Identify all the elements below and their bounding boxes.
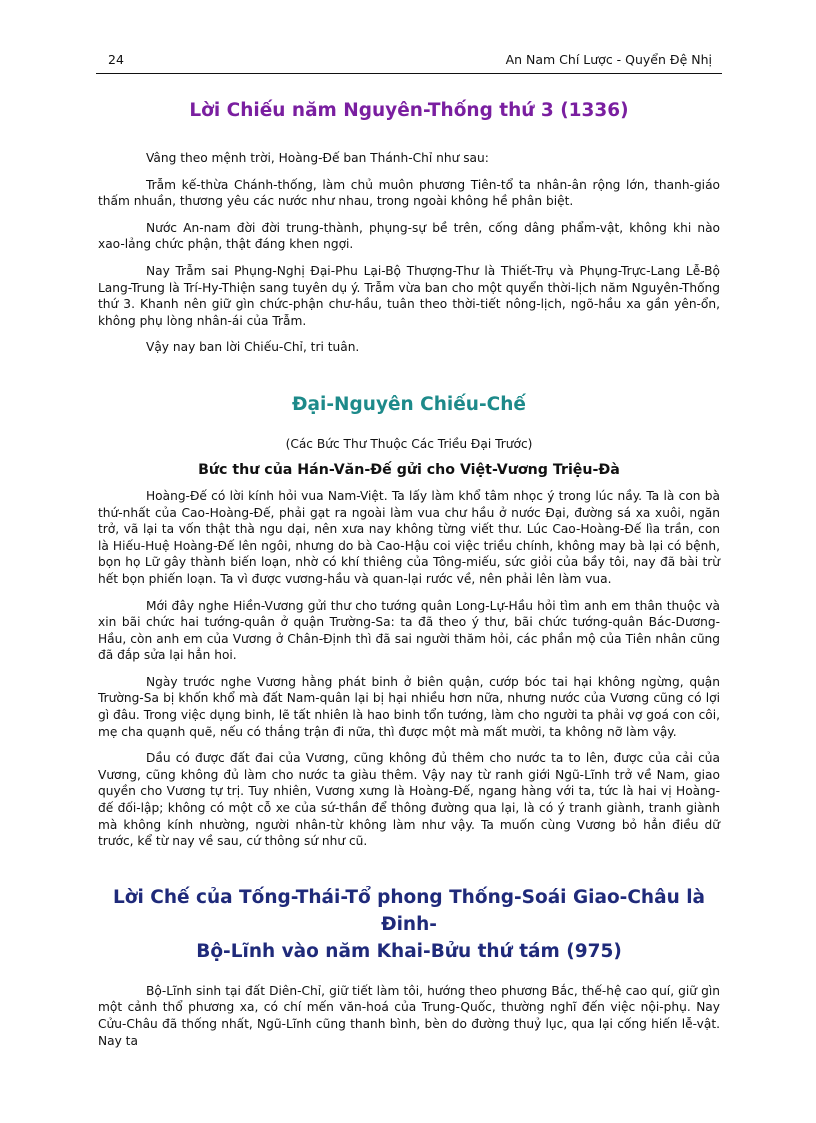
- paragraph: Bộ-Lĩnh sinh tại đất Diên-Chỉ, giữ tiết làm tôi, hướng theo phương Bắc, thế-hệ cao quí, giữ gìn một cảnh thổ phương xa, có chí mến văn-hoá của Trung-Quốc, thường nghĩ đến việc nội-phụ. Nay Cửu-Châu đã thống nhất, Ngũ-Lĩnh cũng thanh bình, bèn do đường thuỷ lục, qua lại cống hiến lễ-vật. Nay ta: [98, 983, 720, 1048]
- page-header: [96, 52, 722, 72]
- title-line: Lời Chế của Tống-Thái-Tổ phong Thống-Soái Giao-Châu là Đinh-: [112, 886, 706, 935]
- section-subtitle: (Các Bức Thư Thuộc Các Triều Đại Trước): [285, 436, 533, 451]
- header-rule: [96, 73, 722, 74]
- paragraph: Nước An-nam đời đời trung-thành, phụng-sự bề trên, cống dâng phẩm-vật, không khi nào xao-lảng chức phận, thật đáng khen ngợi.: [98, 220, 720, 252]
- section-title-dai-nguyen: Đại-Nguyên Chiếu-Chế: [292, 393, 526, 415]
- paragraph: Dầu có được đất đai của Vương, cũng không đủ thêm cho nước ta to lên, được của cải của Vương, cũng không đủ làm cho nước ta giàu thêm. Vậy nay từ ranh giới Ngũ-Lĩnh trở về Nam, giao quyền cho Vương tự trị. Tuy nhiên, Vương xưng là Hoàng-Đế, ngang hàng với ta, tức là hai vị Hoàng-đế đối-lập; không có một cỗ xe của sứ-thần để thông đường qua lại, là có ý tranh giành, tranh giành mà không kính nhường, người nhân-từ không làm như vậy. Ta muốn cùng Vương bỏ hẳn điều dữ trước, kể từ nay về sau, cứ thông sứ như cũ.: [98, 751, 720, 849]
- paragraph: Nay Trẫm sai Phụng-Nghị Đại-Phu Lại-Bộ Thượng-Thư là Thiết-Trụ và Phụng-Trực-Lang Lễ-Bộ Lang-Trung là Trí-Hy-Thiện sang tuyên dụ ý. Trẫm vừa ban cho một quyển thời-lịch năm Nguyên-Thống thứ 3. Khanh nên giữ gìn chức-phận chư-hầu, tuân theo thời-tiết nông-lịch, ngõ-hầu xa gần yên-ổn, không phụ lòng nhân-ái của Trẫm.: [98, 263, 720, 328]
- paragraph: Ngày trước nghe Vương hằng phát binh ở biên quận, cướp bóc tai hại không ngừng, quận Trường-Sa bị khốn khổ mà đất Nam-quân lại bị hại nhiều hơn nữa, nhưng nước của Vương cũng có lợi gì đâu. Trong việc dụng binh, lẽ tất nhiên là hao binh tổn tướng, làm cho người ta phải vợ goá con côi, mẹ cha quạnh quẽ, nếu có thắng trận đi nữa, thì được một mà mất mười, ta không nỡ làm vậy.: [98, 674, 720, 739]
- section-title-tong-thai-to: [98, 884, 720, 965]
- paragraph: Trẫm kế-thừa Chánh-thống, làm chủ muôn phương Tiên-tổ ta nhân-ân rộng lớn, thanh-giáo thấm nhuần, thương yêu các nước như nhau, trong ngoài không hề phân biệt.: [98, 177, 720, 209]
- letter-heading: Bức thư của Hán-Văn-Đế gửi cho Việt-Vương Triệu-Đà: [198, 461, 620, 478]
- page-number: 24: [108, 52, 124, 67]
- paragraph: Vâng theo mệnh trời, Hoàng-Đế ban Thánh-Chỉ như sau:: [146, 151, 489, 165]
- page-content: [98, 98, 720, 1049]
- running-title: An Nam Chí Lược - Quyển Đệ Nhị: [505, 52, 712, 67]
- paragraph: Vậy nay ban lời Chiếu-Chỉ, tri tuân.: [146, 340, 360, 355]
- paragraph: Hoàng-Đế có lời kính hỏi vua Nam-Việt. Ta lấy làm khổ tâm nhọc ý trong lúc nầy. Ta là con bà thứ-nhất của Cao-Hoàng-Đế, phải gạt ra ngoài làm vua chư hầu ở nước Đại, đường sá xa xuôi, ngăn trở, vã lại ta vốn thật thà ngu dại, nên xưa nay không từng viết thư. Lúc Cao-Hoàng-Đế lìa trần, con là Hiếu-Huệ Hoàng-Đế lên ngôi, nhưng do bà Cao-Hậu coi việc triều chính, không may bà lại có bệnh, bọn họ Lữ gây thành biến loạn, nhờ có khí thiêng của Tông-miếu, sức giỏi của bầy tôi, nay đã bài trừ hết bọn phiến loạn. Ta vì được vương-hầu và quan-lại rước về, nên phải lên làm vua.: [98, 488, 720, 586]
- section-title-chieu-nguyen-thong: Lời Chiếu năm Nguyên-Thống thứ 3 (1336): [189, 100, 629, 121]
- paragraph: Mới đây nghe Hiền-Vương gửi thư cho tướng quân Long-Lự-Hầu hỏi tìm anh em thân thuộc và xin bãi chức hai tướng-quân ở quận Trường-Sa: ta đã theo ý thư, bãi chức tướng-quân Bác-Dương-Hầu, còn anh em của Vương ở Chân-Định thì đã sai người thăm hỏi, các phần mộ của Tiên nhân cũng đã đắp sửa lại hẳn hoi.: [98, 598, 720, 663]
- title-line: Bộ-Lĩnh vào năm Khai-Bửu thứ tám (975): [196, 940, 622, 962]
